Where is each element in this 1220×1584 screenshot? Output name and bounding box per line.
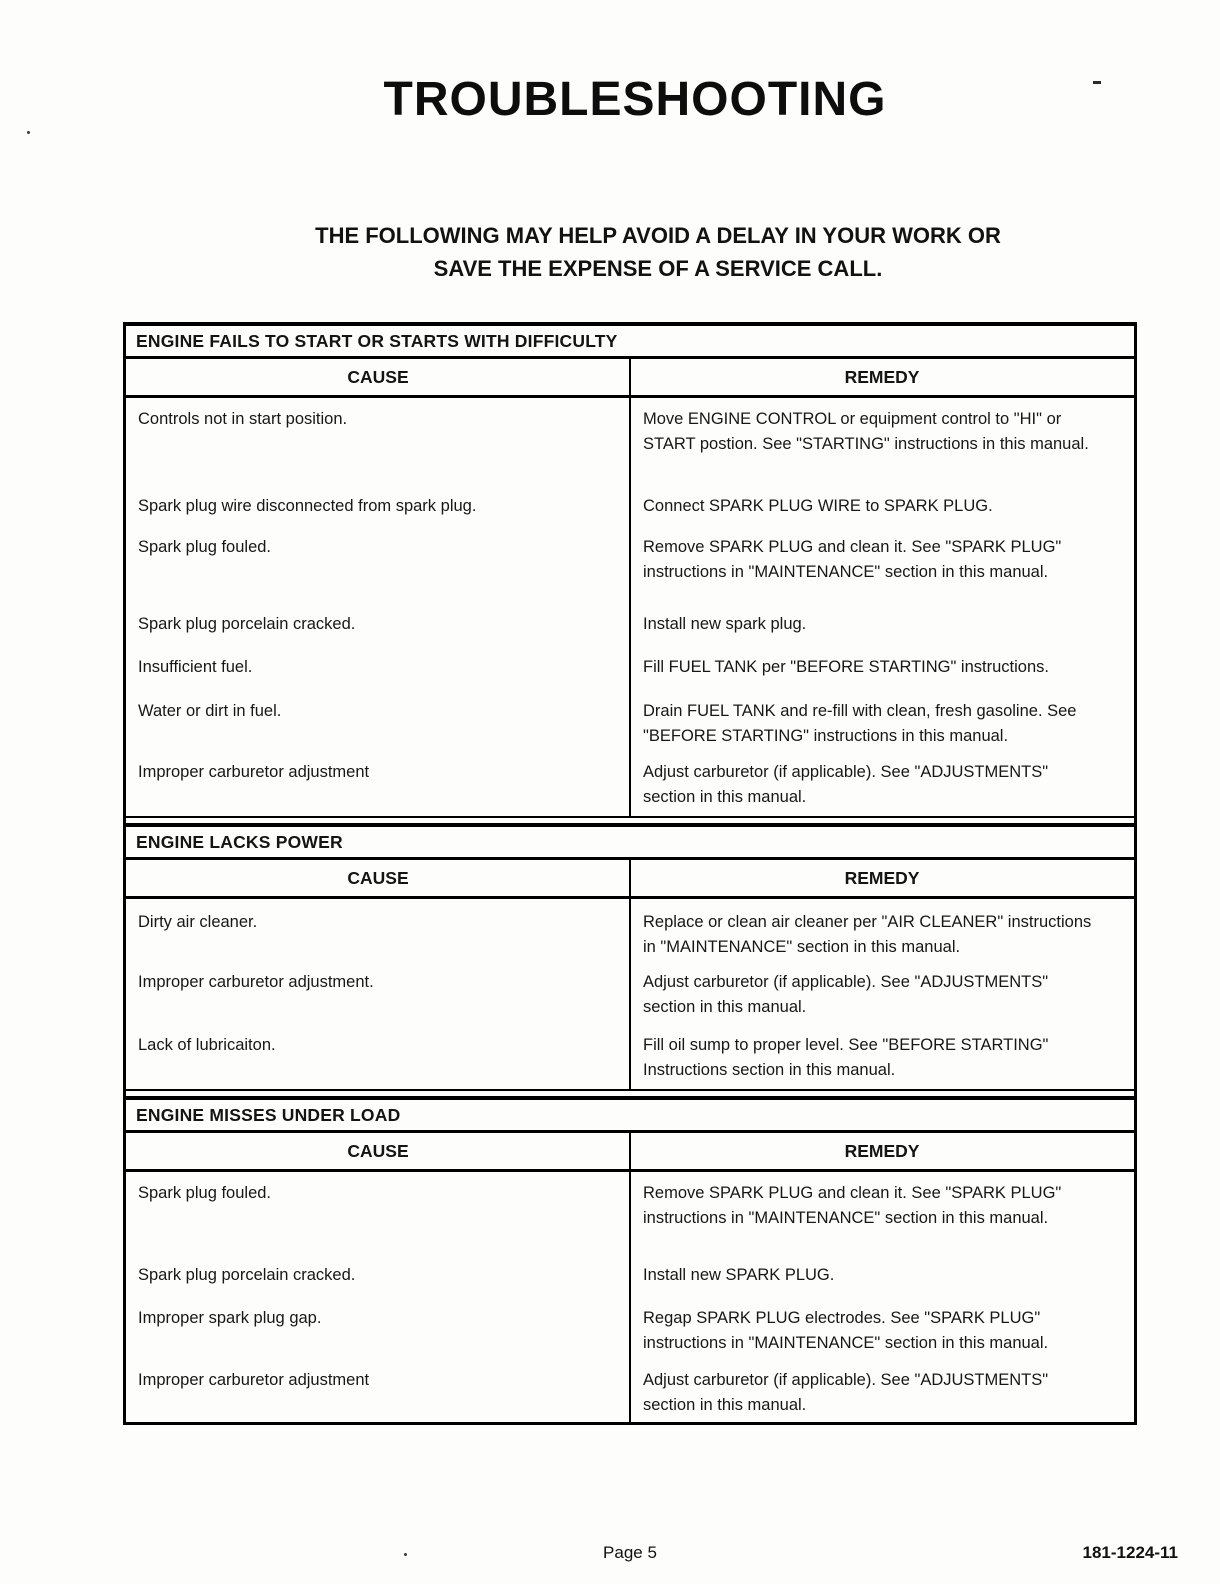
remedy-cell: Adjust carburetor (if applicable). See "ADJUSTMENTS" section in this manual.	[643, 973, 1049, 1016]
page-subtitle	[146, 219, 1170, 285]
section-engine-fails-to-start	[126, 326, 1134, 818]
cause-cell: Improper carburetor adjustment	[138, 763, 370, 781]
cause-cell: Dirty air cleaner.	[138, 913, 258, 931]
section-header: ENGINE MISSES UNDER LOAD	[126, 1096, 1134, 1133]
cause-cell: Improper spark plug gap.	[138, 1309, 322, 1327]
column-header-remedy: REMEDY	[844, 1141, 920, 1161]
cause-cell: Lack of lubricaiton.	[138, 1036, 276, 1054]
remedy-cell: Connect SPARK PLUG WIRE to SPARK PLUG.	[643, 497, 993, 515]
scan-artifact-dot	[404, 1553, 407, 1556]
document-number: 181-1224-11	[1082, 1543, 1178, 1562]
section-engine-lacks-power	[126, 823, 1134, 1091]
section-header: ENGINE LACKS POWER	[126, 823, 1134, 860]
remedy-cell: Drain FUEL TANK and re-fill with clean, fresh gasoline. See "BEFORE STARTING" instructions in this manual.	[643, 702, 1077, 745]
remedy-cell: Remove SPARK PLUG and clean it. See "SPARK PLUG" instructions in "MAINTENANCE" section in this manual.	[643, 1184, 1062, 1227]
column-divider	[629, 359, 631, 816]
section-header: ENGINE FAILS TO START OR STARTS WITH DIFFICULTY	[126, 326, 1134, 359]
page-subtitle-line-2: SAVE THE EXPENSE OF A SERVICE CALL.	[433, 256, 883, 281]
page-number: Page 5	[603, 1543, 657, 1562]
page-title: TROUBLESHOOTING	[383, 73, 887, 126]
column-header-cause: CAUSE	[347, 868, 409, 888]
cause-cell: Improper carburetor adjustment	[138, 1371, 370, 1389]
cause-cell: Spark plug porcelain cracked.	[138, 1266, 356, 1284]
cause-cell: Spark plug wire disconnected from spark plug.	[138, 497, 477, 515]
section-engine-misses-under-load	[126, 1096, 1134, 1422]
column-divider	[629, 1133, 631, 1422]
cause-cell: Spark plug fouled.	[138, 538, 272, 556]
column-header-cause: CAUSE	[347, 1141, 409, 1161]
scan-artifact-dot	[27, 131, 30, 134]
remedy-cell: Fill FUEL TANK per "BEFORE STARTING" instructions.	[643, 658, 1049, 676]
remedy-cell: Replace or clean air cleaner per "AIR CLEANER" instructions in "MAINTENANCE" section in this manual.	[643, 913, 1092, 956]
remedy-cell: Install new spark plug.	[643, 615, 807, 633]
remedy-cell: Adjust carburetor (if applicable). See "ADJUSTMENTS" section in this manual.	[643, 763, 1049, 806]
remedy-cell: Remove SPARK PLUG and clean it. See "SPARK PLUG" instructions in "MAINTENANCE" section in this manual.	[643, 538, 1062, 581]
cause-cell: Insufficient fuel.	[138, 658, 253, 676]
troubleshooting-table	[123, 322, 1137, 1425]
remedy-cell: Adjust carburetor (if applicable). See "ADJUSTMENTS" section in this manual.	[643, 1371, 1049, 1414]
column-header-remedy: REMEDY	[844, 367, 920, 387]
cause-cell: Improper carburetor adjustment.	[138, 973, 374, 991]
column-header-cause: CAUSE	[347, 367, 409, 387]
column-header-remedy: REMEDY	[844, 868, 920, 888]
remedy-cell: Move ENGINE CONTROL or equipment control to "HI" or START postion. See "STARTING" instructions in this manual.	[643, 410, 1089, 453]
column-divider	[629, 860, 631, 1089]
cause-cell: Water or dirt in fuel.	[138, 702, 282, 720]
scan-artifact-dash	[1093, 81, 1101, 84]
remedy-cell: Regap SPARK PLUG electrodes. See "SPARK PLUG" instructions in "MAINTENANCE" section in this manual.	[643, 1309, 1049, 1352]
cause-cell: Spark plug porcelain cracked.	[138, 615, 356, 633]
cause-cell: Spark plug fouled.	[138, 1184, 272, 1202]
cause-cell: Controls not in start position.	[138, 410, 348, 428]
remedy-cell: Install new SPARK PLUG.	[643, 1266, 835, 1284]
page-subtitle-line-1: THE FOLLOWING MAY HELP AVOID A DELAY IN YOUR WORK OR	[315, 223, 1001, 248]
remedy-cell: Fill oil sump to proper level. See "BEFORE STARTING" Instructions section in this manual.	[643, 1036, 1049, 1079]
